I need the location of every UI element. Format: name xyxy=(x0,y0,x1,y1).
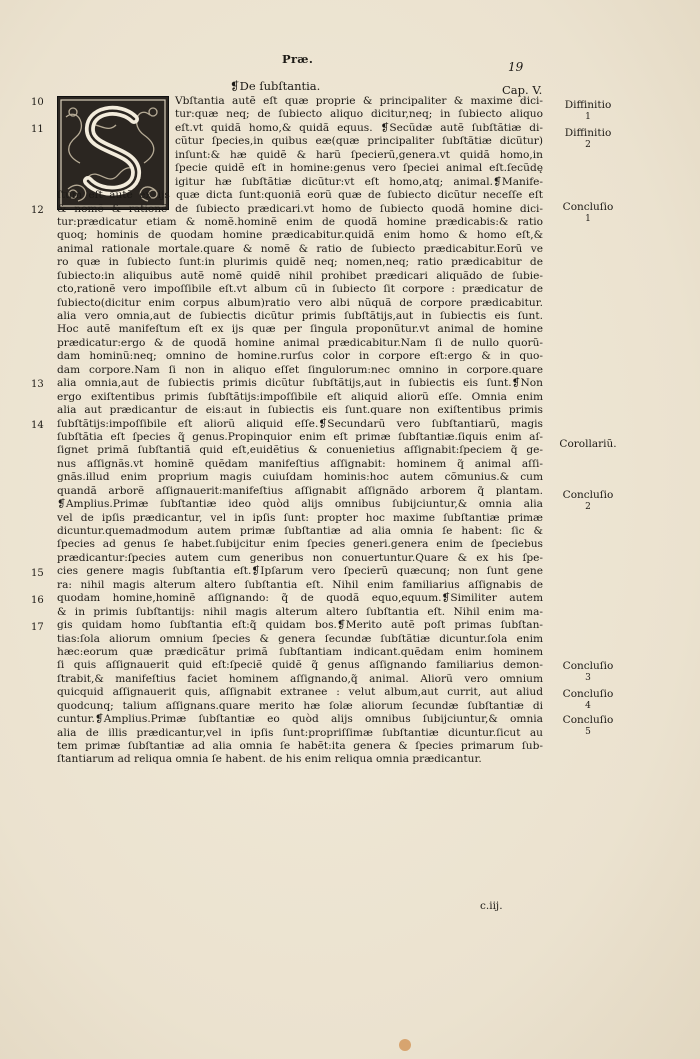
margin-note-number: 1 xyxy=(585,214,591,224)
text-line: igitur hæ ſubſtãtiæ dicũtur:vt eſt homo,atq; animal.❡Manife- xyxy=(175,175,543,188)
margin-note xyxy=(548,438,628,450)
running-head: Præ. xyxy=(282,52,314,66)
text-line: prædicatur:ergo & de quodã homine animal prædicabitur.Nam ſi de nullo quorũ- xyxy=(57,336,543,349)
text-line: ergo exiſtentibus primis ſubſtãtijs:impoſſibile eſt aliquid aliorũ eſſe. Omnia enim xyxy=(57,390,543,403)
line-number: 16 xyxy=(31,594,44,606)
margin-note-number: 4 xyxy=(585,701,591,711)
margin-note-label: Concluſio xyxy=(562,688,614,700)
text-line: Vbſtantia autẽ eſt quæ proprie & principaliter & maxime dici- xyxy=(175,95,543,107)
margin-note-number: 2 xyxy=(585,502,591,512)
line-number: 14 xyxy=(31,419,44,431)
text-line: cto,rationẽ vero impoſſibile eſt.vt album cũ in ſubiecto ſit corpore : prædicatur de xyxy=(57,283,543,296)
margin-note-label: Corollariũ. xyxy=(559,438,617,450)
text-line: prædicantur:ſpecies autem cum generibus non conuertuntur.Quare & ex his ſpe- xyxy=(57,551,543,564)
text-line: gnãs.illud enim proprium magis cuiuſdam hominis:hoc autem cõmunius.& cum xyxy=(57,471,543,484)
text-line: ſtrabit,& manifeſtius faciet hominem aſſignando,q̃ animal. Aliorũ vero omnium xyxy=(57,672,543,685)
text-line: tias:ſola aliorum omnium ſpecies & genera ſecundæ ſubſtãtiæ dicuntur.ſola enim xyxy=(57,632,543,645)
text-line: quicquid aſſignauerit quis, aſſignabit extranee : velut album,aut currit, aut aliud xyxy=(57,686,543,699)
margin-note-number: 3 xyxy=(585,673,591,683)
text-line: cũtur ſpecies,in quibus eæ(quæ principaliter ſubſtãtiæ dicũtur) xyxy=(175,135,543,148)
text-line: ſtum eſt autẽ ex ijs quæ dicta ſunt:quoniã eorũ quæ de ſubiecto dicũtur neceſſe eſt xyxy=(57,189,543,202)
text-line: alia omnia,aut de ſubiectis primis dicũtur ſubſtãtijs,aut in ſubiectis eis ſunt.❡Non xyxy=(57,377,543,390)
margin-note xyxy=(548,127,628,151)
text-line: animal rationale mortale.quare & nomẽ & ratio de ſubiecto prædicabitur.Eorũ ve xyxy=(57,242,543,255)
text-line: ro quæ in ſubiecto ſunt:in plurimis quidẽ neq; nomen,neq; ratio prædicabitur de xyxy=(57,256,543,269)
margin-note xyxy=(548,99,628,123)
text-line: nus aſſignãs.vt hominẽ quẽdam manifeſtius aſſignabit: hominem q̃ animal aſſi- xyxy=(57,457,543,470)
text-line: ſi quis aſſignauerit quid eſt:ſpeciẽ quidẽ q̃ genus aſſignando familiarius demon- xyxy=(57,659,543,672)
text-line: ſignet primã ſubſtantiã quid eſt,euidẽtius & conuenietius aſſignabit:ſpeciem q̃ ge- xyxy=(57,444,543,457)
text-line: quodcunq; talium aſſignans.quare merito hæ ſolæ aliorum ſecundæ ſubſtantiæ di xyxy=(57,699,543,712)
margin-note xyxy=(548,660,628,684)
text-line: quoq; hominis de quodam homine prædicabitur.quidã enim homo & homo eſt,& xyxy=(57,229,543,242)
text-line: vel de ipſis prædicantur, vel in ipſis ſunt: propter hoc maxime ſubſtantiæ primæ xyxy=(57,511,543,524)
text-line: & in primis ſubſtantijs: nihil magis alterum altero ſubſtantia eſt. Nihil enim ma- xyxy=(57,605,543,618)
chapter-label: Cap. V. xyxy=(502,83,543,97)
text-line: ſubiecto:in aliquibus autẽ nomẽ quidẽ nihil prohibet prædicari aliquãdo de ſubie- xyxy=(57,269,543,282)
text-line: gis quidam homo ſubſtantia eſt:q̃ quidam bos.❡Merito autẽ poſt primas ſubſtan- xyxy=(57,619,543,632)
text-line: quandã arborẽ aſſignauerit:manifeſtius aſſignabit aſſignãdo arborem q̃ plantam. xyxy=(57,484,543,497)
text-line: Hoc autẽ manifeſtum eſt ex ijs quæ per ſingula proponũtur.vt animal de homine xyxy=(57,323,543,336)
margin-note xyxy=(548,714,628,738)
text-line: cuntur.❡Amplius.Primæ ſubſtantiæ eo quòd alijs omnibus ſubijciuntur,& omnia xyxy=(57,713,543,726)
margin-note-label: Diffinitio xyxy=(564,99,612,111)
folio-number: 19 xyxy=(508,60,524,74)
text-line: ſubiecto(dicitur enim corpus album)ratio vero albi nũquã de corpore prædicabitur. xyxy=(57,296,543,309)
text-line: & nomẽ & rationẽ de ſubiecto prædicari.vt homo de ſubiecto quodã homine dici- xyxy=(57,202,543,215)
text-line: eſt.vt quidã homo,& quidã equus. ❡Secũdæ autẽ ſubſtãtiæ di- xyxy=(175,121,543,134)
margin-note-label: Concluſio xyxy=(562,489,614,501)
paper-stain xyxy=(399,1039,411,1051)
text-line: quodam homine,hominẽ aſſignando: q̃ de quodã equo,equum.❡Similiter autem xyxy=(57,592,543,605)
signature-mark: c.iij. xyxy=(480,900,503,912)
text-line: dam corpore.Nam ſi non in aliquo eſſet ſingulorum:nec omnino in corpore.quare xyxy=(57,363,543,376)
text-line: alia aut prædicantur de eis:aut in ſubiectis eis ſunt.quare non exiſtentibus primis xyxy=(57,404,543,417)
text-line: ❡Amplius.Primæ ſubſtantiæ ideo quòd alijs omnibus ſubijciuntur,& omnia alia xyxy=(57,498,543,511)
line-number: 17 xyxy=(31,621,44,633)
text-line: tem primæ ſubſtantiæ ad alia omnia ſe habẽt:ita genera & ſpecies primarum ſub- xyxy=(57,740,543,752)
margin-note-label: Concluſio xyxy=(562,660,614,672)
margin-note-label: Concluſio xyxy=(562,714,614,726)
margin-note-label: Diffinitio xyxy=(564,127,612,139)
text-line: alia de illis prædicantur,vel in ipſis ſunt:propriſſimæ ſubſtantiæ dicuntur.ſicut au xyxy=(57,726,543,739)
text-line: ſubſtãtia eſt ſpecies q̃ genus.Propinquior enim eſt primæ ſubſtantiæ.ſiquis enim aſ- xyxy=(57,430,543,443)
margin-note xyxy=(548,489,628,513)
margin-note xyxy=(548,688,628,712)
margin-note-number: 1 xyxy=(585,112,591,122)
text-line: ſpecie quidẽ eſt in homine:genus vero ſpeciei animal eſt.ſecũdę xyxy=(175,162,543,175)
margin-note-number: 2 xyxy=(585,140,591,150)
text-line: hæc:eorum quæ prædicãtur primã ſubſtantiam indicant.quẽdam enim hominem xyxy=(57,645,543,658)
text-line: dam hominũ:neq; omnino de homine.rurſus color in corpore eſt:ergo & in quo- xyxy=(57,350,543,363)
text-line: inſunt:& hæ quidẽ & harũ ſpecierũ,genera.vt quidã homo,in xyxy=(175,148,543,161)
line-number: 10 xyxy=(31,97,44,108)
text-line: dicuntur.quemadmodum autem primæ ſubſtantiæ ad alia omnia ſe habent: ſic & xyxy=(57,525,543,537)
line-number: 15 xyxy=(31,567,44,579)
margin-note-number: 5 xyxy=(585,727,591,737)
text-line: tur:prædicatur etiam & nomẽ.hominẽ enim de quodã homine prædicabis:& ratio xyxy=(57,215,543,228)
text-line: cies genere magis ſubſtantia eſt.❡Ipſarum vero ſpecierũ quæcunq; non ſunt gene xyxy=(57,565,543,578)
text-line: ſpecies ad genus ſe habet.ſubijcitur enim ſpecies generi.genera enim de ſpeciebus xyxy=(57,538,543,551)
text-line: ſubſtãtijs:impoſſibile eſt aliorũ aliquid eſſe.❡Secundarũ vero ſubſtantiarũ, magis xyxy=(57,417,543,430)
margin-note-label: Concluſio xyxy=(562,201,614,213)
line-number: 13 xyxy=(31,379,44,391)
text-line: ra: nihil magis alterum altero ſubſtantia eſt. Nihil enim familiarius aſſignabis de xyxy=(57,578,543,591)
line-number: 12 xyxy=(31,204,44,216)
text-line: ſtantiarum ad reliqua omnia ſe habent. de his enim reliqua omnia prædicantur. xyxy=(57,753,482,766)
body-text xyxy=(57,95,543,767)
margin-note xyxy=(548,201,628,225)
text-line: alia vero omnia,aut de ſubiectis dicũtur primis ſubſtãtijs,aut in ſubiectis eis ſunt. xyxy=(57,310,543,322)
section-heading: ❡De ſubſtantia. xyxy=(230,79,321,93)
text-line: tur:quæ neq; de ſubiecto aliquo dicitur,neq; in ſubiecto aliquo xyxy=(175,108,543,121)
line-number: 11 xyxy=(31,123,44,135)
